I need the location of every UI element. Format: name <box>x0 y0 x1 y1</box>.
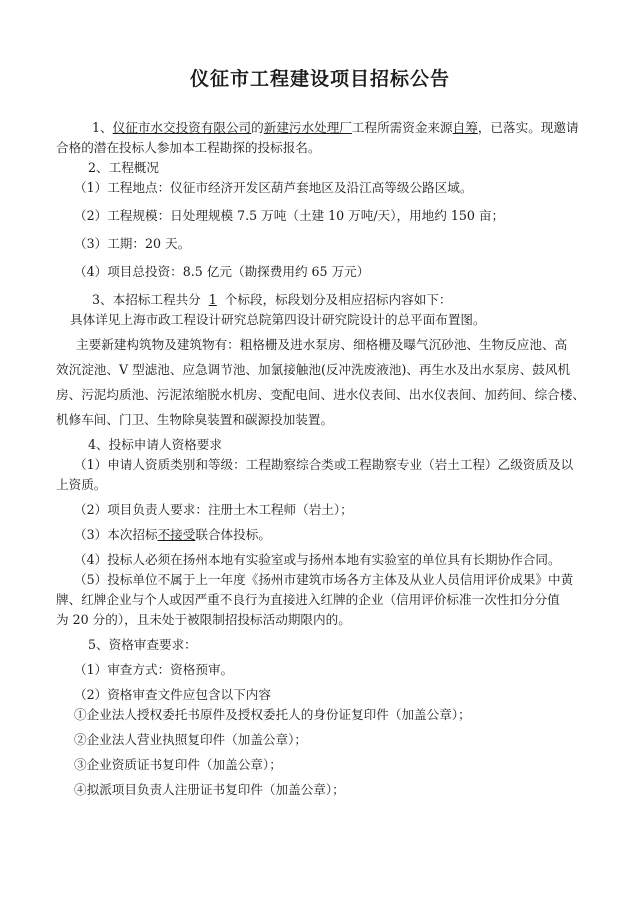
qualification-item-cont: 上资质。 <box>56 477 107 492</box>
qualification-item: （2）项目负责人要求：注册土木工程师（岩土）； <box>74 502 353 517</box>
document-body <box>56 118 592 800</box>
qualification-item: （4）投标人必须在扬州本地有实验室或与扬州本地有实验室的单位具有长期协作合同。 <box>74 552 561 567</box>
qual-3-post: 联合体投标。 <box>195 527 271 542</box>
section-4-heading: 4、投标申请人资格要求 <box>88 437 222 452</box>
qualification-item-cont: 牌、红牌企业与个人或因严重不良行为直接进入红牌的企业（信用评价标准一次性扣分分值 <box>56 592 560 607</box>
intro-paragraph <box>74 118 592 138</box>
section-3-post: 个标段，标段划分及相应招标内容如下： <box>224 292 452 307</box>
qualification-item: （1）申请人资质类别和等级：工程勘察综合类或工程勘察专业（岩土工程）乙级资质及以 <box>74 457 574 472</box>
tenderer-name: 仪征市水交投资有限公司 <box>112 120 252 135</box>
section-2-item: （2）工程规模：日处理规模 7.5 万吨（土建 10 万吨/天），用地约 150 亩； <box>74 208 505 223</box>
review-doc-item: ③企业资质证书复印件（加盖公章）； <box>74 757 282 772</box>
review-doc-item: ②企业法人营业执照复印件（加盖公章）； <box>74 732 307 747</box>
section-2-item: （3）工期：20 天。 <box>74 236 191 251</box>
document-title: 仪征市工程建设项目招标公告 <box>189 68 450 90</box>
review-doc-item: ④拟派项目负责人注册证书复印件（加盖公章）； <box>74 782 345 797</box>
consortium-not-accepted: 不接受 <box>157 527 196 542</box>
section-3-pre: 3、本招标工程共分 <box>92 292 201 307</box>
intro-text-1: 的 <box>251 120 264 135</box>
structures-line: 机修车间、门卫、生物除臭装置和碳源投加装置。 <box>56 412 334 427</box>
qualification-item: （5）投标单位不属于上一年度《扬州市建筑市场各方主体及从业人员信用评价成果》中黄 <box>74 572 574 587</box>
review-item: （2）资格审查文件应包含以下内容 <box>74 687 271 702</box>
intro-num: 1、 <box>92 120 113 135</box>
qualification-item <box>74 525 592 545</box>
structures-line: 主要新建构筑物及建筑物有：粗格栅及进水泵房、细格栅及曝气沉砂池、生物反应池、高 <box>76 337 568 352</box>
intro-text-2: 工程所需资金来源 <box>351 120 453 135</box>
structures-line: 效沉淀池、V 型滤池、应急调节池、加氯接触池(反冲洗废液池)、再生水及出水泵房、鼓风机 <box>56 362 571 377</box>
lot-count: 1 <box>208 292 217 307</box>
section-3-heading <box>74 290 592 310</box>
structures-line: 房、污泥均质池、污泥浓缩脱水机房、变配电间、进水仪表间、出水仪表间、加药间、综合楼、 <box>56 387 585 402</box>
intro-text-3: ，已落实。现邀请 <box>477 120 579 135</box>
review-doc-item: ①企业法人授权委托书原件及授权委托人的身份证复印件（加盖公章）； <box>74 707 471 722</box>
section-2-item: （1）工程地点：仪征市经济开发区葫芦套地区及沿江高等级公路区域。 <box>74 180 473 195</box>
section-2-item: （4）项目总投资：8.5 亿元（勘探费用约 65 万元） <box>74 264 370 279</box>
qualification-item-cont: 为 20 分的），且未处于被限制招投标活动期限内的。 <box>56 612 351 627</box>
section-2-heading: 2、工程概况 <box>88 160 159 175</box>
section-3-line-2: 具体详见上海市政工程设计研究总院第四设计研究院设计的总平面布置图。 <box>70 312 486 327</box>
project-name: 新建污水处理厂 <box>263 120 352 135</box>
intro-line-2: 合格的潜在投标人参加本工程勘探的投标报名。 <box>56 140 321 155</box>
funding-source: 自筹 <box>452 120 478 135</box>
qual-3-pre: （3）本次招标 <box>74 527 158 542</box>
review-item: （1）审查方式：资格预审。 <box>74 662 234 677</box>
section-5-heading: 5、资格审查要求： <box>88 637 197 652</box>
